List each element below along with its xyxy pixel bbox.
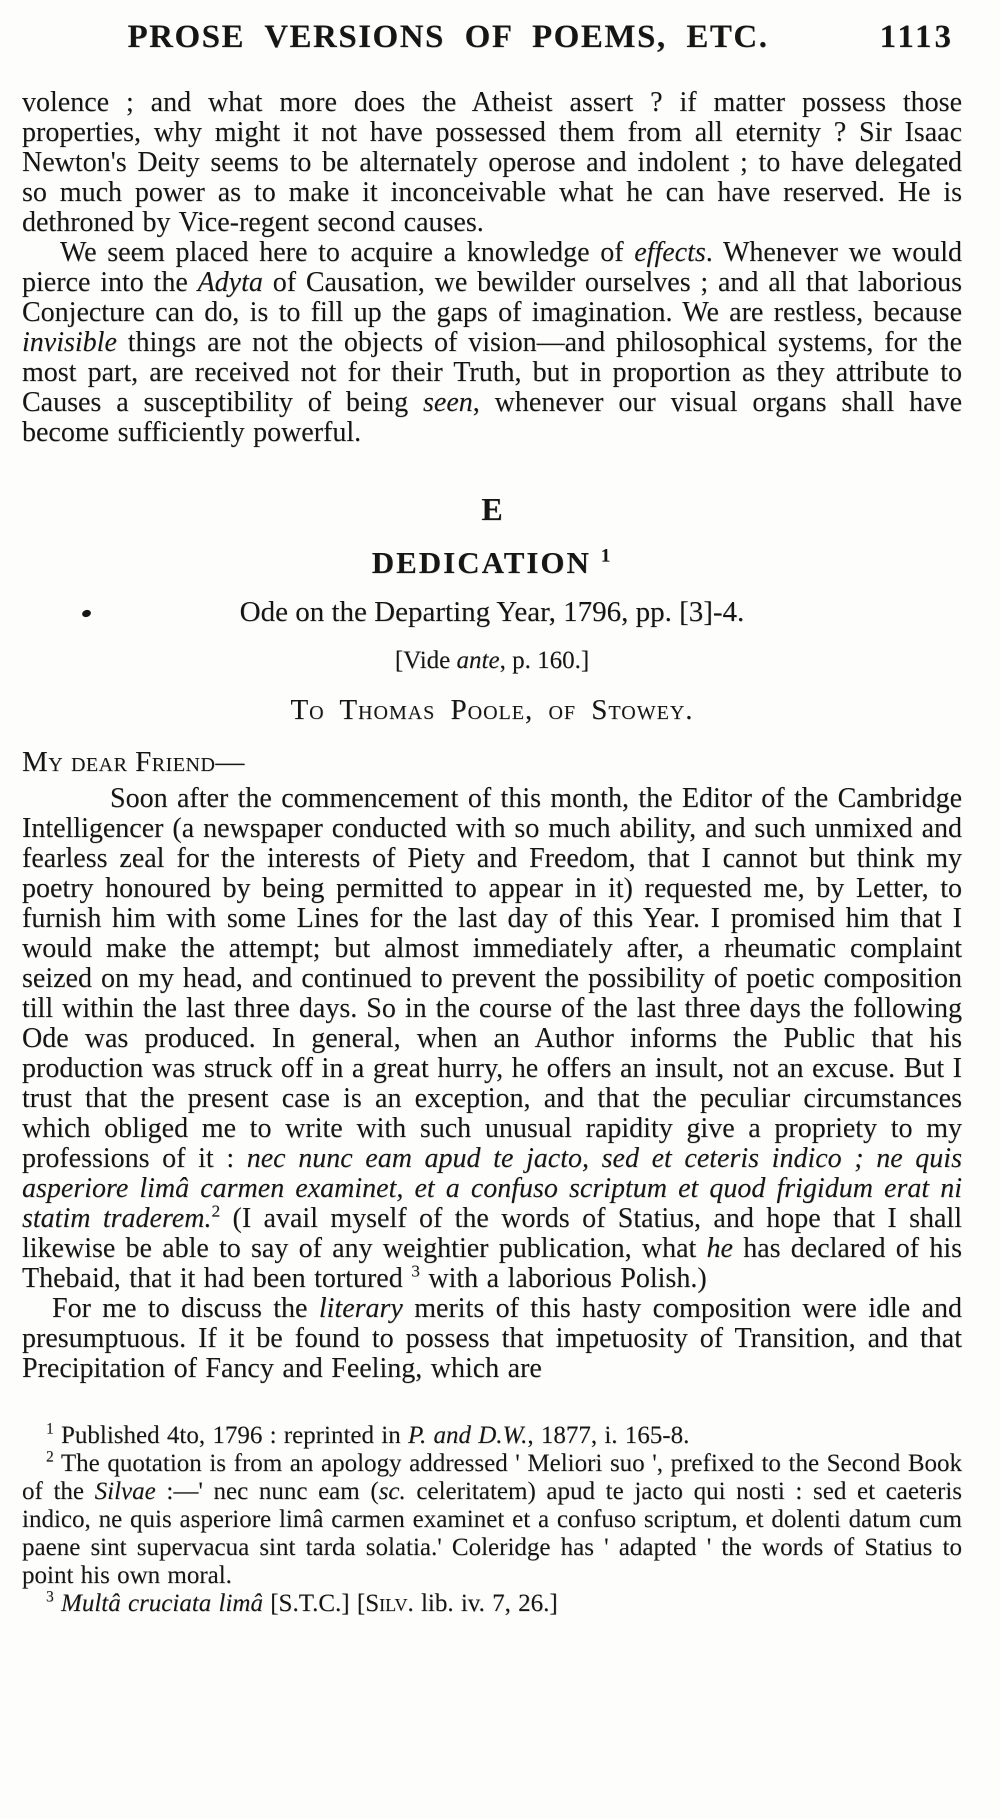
paragraph-effects: We seem placed here to acquire a knowledge of effects. Whenever we would pierce into the Adyta of Causation, we bewilder ourselves ; and all that laborious Conjecture can do, is to fill up the gaps of imagination. We are restless, because invisible things are not the objects of vision—and philosophical systems, for the most part, are received not for their Truth, but in proportion as they attribute to Causes a susceptibility of being seen, whenever our visual organs shall have become sufficiently powerful. — [22, 237, 963, 448]
running-head — [22, 16, 962, 58]
vide-reference-line: [Vide ante, p. 160.] — [394, 647, 590, 674]
page-number: 1113 — [879, 19, 954, 55]
footnote-1: $^1$ Published 4to, 1796 : reprinted in P. and D.W., 1877, i. 165-8. — [46, 1420, 690, 1449]
ode-source-line: Ode on the Departing Year, 1796, pp. [3]-4. — [239, 596, 745, 628]
footnotes-block — [22, 1422, 962, 1618]
addressee-line: To Thomas Poole, of Stowey. — [290, 694, 694, 726]
salutation-line: My dear Friend— — [22, 746, 245, 778]
page-body — [22, 88, 962, 1618]
closing-paragraph: For me to discuss the literary merits of this hasty composition were idle and presumptuous. If it be found to possess that impetuosity of Transition, and that Precipitation of Fancy and Feeling, which are — [22, 1293, 962, 1384]
running-title: PROSE VERSIONS OF POEMS, ETC. — [127, 19, 769, 55]
footnote-2: $^2$ The quotation is from an apology addressed ' Meliori suo ', prefixed to the Second Book of the Silvae :—' nec nunc eam (sc. celeritatem) apud te jacto qui nosti : sed et caeteris indico, ne quis asperiore limâ carmen examinet et a confuso scriptum, et dolenti datum cum paene sint supervacua sint tarda solatia.' Coleridge has ' adapted ' the words of Statius to point his own moral. — [22, 1448, 963, 1589]
dedication-heading: DEDICATION $^1$ — [371, 545, 613, 580]
section-letter: E — [481, 491, 503, 527]
letter-paragraph: Soon after the commencement of this month, the Editor of the Cambridge Intelligencer (a newspaper conducted with so much ability, and such unmixed and fearless zeal for the interests of Piety and Freedom, that I cannot but think my poetry honoured by being permitted to appear in it) requested me, by Letter, to furnish him with some Lines for the last day of this Year. I promised him that I would make the attempt; but almost immediately after, a rheumatic complaint seized on my head, and continued to prevent the possibility of poetic composition till within the last three days. So in the course of the last three days the following Ode was produced. In general, when an Author informs the Public that his production was struck off in a great hurry, he offers an insult, not an excuse. But I trust that the present case is an exception, and that the peculiar circumstances which obliged me to write with such unusual rapidity give a propriety to my professions of it : nec nunc eam apud te jacto, sed et ceteris indico ; ne quis asperiore limâ carmen examinet, et a confuso scriptum et quod frigidum erat ni statim traderem.$^2$ (I avail myself of the words of Statius, and hope that I shall likewise be able to say of any weightier publication, what he has declared of his Thebaid, that it had been tortured $^3$ with a laborious Polish.) — [22, 783, 962, 1294]
paragraph-continuation: volence ; and what more does the Atheist assert ? if matter possess those properties, why might it not have possessed them from all eternity ? Sir Isaac Newton's Deity seems to be alternately operose and indolent ; to have delegated so much power as to make it inconceivable what he can have reserved. He is dethroned by Vice-regent second causes. — [22, 87, 962, 238]
footnote-3: $^3$ Multâ cruciata limâ [S.T.C.] [Silv. lib. iv. 7, 26.] — [46, 1588, 558, 1617]
